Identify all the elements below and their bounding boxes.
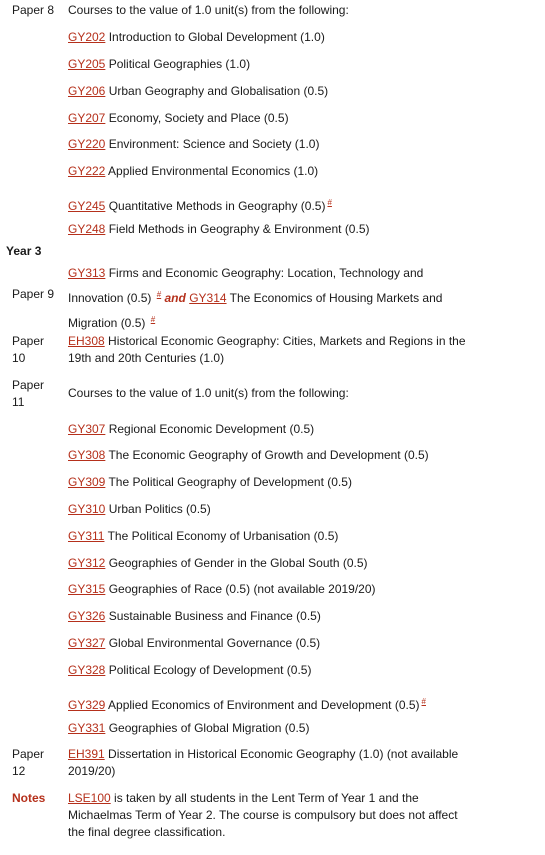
course-title: Firms and Economic Geography: Location, Technology and Innovation (0.5) — [68, 266, 424, 305]
course-item — [68, 219, 468, 240]
course-title: Applied Economics of Environment and Development (0.5) — [105, 698, 420, 712]
course-link-gy312[interactable]: GY312 — [68, 556, 106, 570]
course-link-gy331[interactable]: GY331 — [68, 721, 106, 735]
course-title: The Political Economy of Urbanisation (0.5) — [104, 529, 339, 543]
course-title: Regional Economic Development (0.5) — [105, 422, 315, 436]
footnote-hash-link[interactable]: # — [327, 198, 332, 207]
notes-text — [68, 790, 468, 841]
course-link-gy248[interactable]: GY248 — [68, 222, 106, 236]
course-title: Introduction to Global Development (1.0) — [105, 30, 325, 44]
course-item — [68, 134, 468, 155]
course-title: Urban Geography and Globalisation (0.5) — [105, 84, 329, 98]
course-link-gy315[interactable]: GY315 — [68, 582, 106, 596]
course-title: Field Methods in Geography & Environment (0.5) — [105, 222, 370, 236]
course-item — [68, 526, 468, 547]
paper-label-line: Paper — [12, 747, 45, 761]
course-link-gy309[interactable]: GY309 — [68, 475, 106, 489]
paper-label-line: 10 — [12, 351, 26, 365]
course-title: Economy, Society and Place (0.5) — [105, 111, 289, 125]
course-title: Geographies of Global Migration (0.5) — [105, 721, 310, 735]
paper-12-label — [12, 746, 44, 780]
course-item — [68, 81, 468, 102]
course-item — [68, 27, 468, 48]
course-item — [68, 660, 468, 681]
course-item — [68, 718, 468, 739]
course-link-gy205[interactable]: GY205 — [68, 57, 106, 71]
footnote-hash-link[interactable]: # — [421, 697, 426, 706]
course-item — [68, 445, 468, 466]
course-link-gy310[interactable]: GY310 — [68, 502, 106, 516]
course-title: Dissertation in Historical Economic Geography (1.0) (not available 2019/20) — [68, 747, 459, 778]
paper-8-label: Paper 8 — [12, 3, 55, 17]
course-item — [68, 579, 468, 600]
course-title: The Political Geography of Development (0.5) — [105, 475, 352, 489]
paper-11-label — [12, 377, 44, 411]
paper-9-label: Paper 9 — [12, 287, 55, 301]
course-item — [68, 472, 468, 493]
course-link-gy308[interactable]: GY308 — [68, 448, 106, 462]
paper-9-text — [68, 263, 468, 334]
course-link-lse100[interactable]: LSE100 — [68, 791, 111, 805]
course-title: The Economics of Housing Markets and Migration (0.5) — [68, 291, 443, 330]
year-3-heading: Year 3 — [6, 244, 42, 258]
course-title: Applied Environmental Economics (1.0) — [105, 164, 319, 178]
course-item — [68, 606, 468, 627]
course-title: Sustainable Business and Finance (0.5) — [105, 609, 321, 623]
course-item — [68, 192, 468, 217]
course-item — [68, 108, 468, 129]
course-title: Global Environmental Governance (0.5) — [105, 636, 321, 650]
paper-label-line: Paper — [12, 334, 45, 348]
course-item — [68, 499, 468, 520]
course-item — [68, 54, 468, 75]
course-title: Environment: Science and Society (1.0) — [105, 137, 320, 151]
course-link-gy329[interactable]: GY329 — [68, 698, 106, 712]
course-item — [68, 161, 468, 182]
course-link-eh391[interactable]: EH391 — [68, 747, 105, 761]
paper-label-line: 12 — [12, 764, 26, 778]
footnote-hash-link[interactable]: # — [150, 315, 156, 324]
course-title: Geographies of Gender in the Global South (0.5) — [105, 556, 368, 570]
course-title: Political Geographies (1.0) — [105, 57, 251, 71]
course-link-gy245[interactable]: GY245 — [68, 199, 106, 213]
course-link-gy206[interactable]: GY206 — [68, 84, 106, 98]
course-title: Urban Politics (0.5) — [105, 502, 211, 516]
course-link-gy222[interactable]: GY222 — [68, 164, 106, 178]
course-link-eh308[interactable]: EH308 — [68, 334, 105, 348]
course-title: Historical Economic Geography: Cities, Markets and Regions in the 19th and 20th Centuries (1.0) — [68, 334, 466, 365]
course-link-gy326[interactable]: GY326 — [68, 609, 106, 623]
course-link-gy311[interactable]: GY311 — [68, 529, 105, 543]
course-item — [68, 691, 468, 716]
notes-body: is taken by all students in the Lent Term of Year 1 and the Michaelmas Term of Year 2. The course is compulsory but does not affect the final degree classification. — [68, 791, 458, 839]
paper-10-text — [68, 333, 468, 367]
paper-12-text — [68, 746, 468, 780]
course-item — [68, 419, 468, 440]
paper-label-line: Paper — [12, 378, 45, 392]
course-link-gy328[interactable]: GY328 — [68, 663, 106, 677]
course-title: The Economic Geography of Growth and Development (0.5) — [105, 448, 429, 462]
course-link-gy207[interactable]: GY207 — [68, 111, 106, 125]
paper-11-intro: Courses to the value of 1.0 unit(s) from the following: — [68, 386, 349, 400]
paper-label-line: 11 — [12, 395, 25, 409]
course-link-gy307[interactable]: GY307 — [68, 422, 106, 436]
footnote-hash-link[interactable]: # — [156, 290, 162, 299]
course-link-gy327[interactable]: GY327 — [68, 636, 106, 650]
course-link-gy313[interactable]: GY313 — [68, 266, 106, 280]
and-connector: and — [161, 291, 190, 305]
course-link-gy220[interactable]: GY220 — [68, 137, 106, 151]
course-link-gy202[interactable]: GY202 — [68, 30, 106, 44]
course-link-gy314[interactable]: GY314 — [189, 291, 227, 305]
paper-10-label — [12, 333, 44, 367]
course-item — [68, 553, 468, 574]
paper-8-intro: Courses to the value of 1.0 unit(s) from the following: — [68, 3, 349, 17]
course-title: Quantitative Methods in Geography (0.5) — [105, 199, 326, 213]
course-item — [68, 633, 468, 654]
course-title: Political Ecology of Development (0.5) — [105, 663, 312, 677]
course-title: Geographies of Race (0.5) (not available 2019/20) — [105, 582, 376, 596]
notes-label: Notes — [12, 791, 46, 805]
